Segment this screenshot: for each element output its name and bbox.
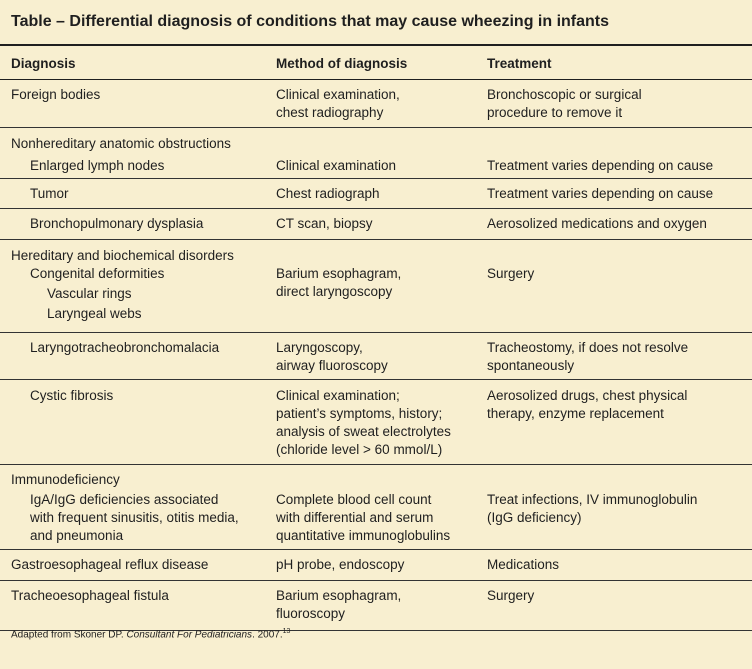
treatment-cell: Medications [487,557,560,572]
treatment-line: (IgG deficiency) [487,510,582,525]
treatment-line: spontaneously [487,358,575,373]
treatment-line: procedure to remove it [487,105,623,120]
treatment-cell: Surgery [487,588,535,603]
method-cell [276,265,401,301]
method-cell [276,387,451,459]
method-line: Complete blood cell count [276,492,432,507]
table-header-row [0,48,752,80]
diagnosis-cell: Gastroesophageal reflux disease [11,557,209,572]
method-cell [276,86,400,122]
diagnosis-cell: Tumor [30,186,69,201]
table-row [0,262,752,333]
source-footnote [11,628,290,640]
group-heading-row [0,240,752,262]
treatment-cell [487,387,687,423]
diagnosis-line: Congenital deformities [30,266,165,281]
method-line: fluoroscopy [276,606,346,621]
method-cell [276,587,401,623]
diagnosis-cell: Foreign bodies [11,87,101,102]
header-treatment: Treatment [487,56,552,71]
group-heading: Immunodeficiency [11,472,120,487]
treatment-cell: Aerosolized medications and oxygen [487,216,707,231]
table-title-text: Table – Differential diagnosis of conditions that may cause wheezing in infants [11,13,610,30]
treatment-line: Bronchoscopic or surgical [487,87,642,102]
method-line: (chloride level > 60 mmol/L) [276,442,443,457]
footnote-year: . 2007. [252,629,283,641]
header-method: Method of diagnosis [276,56,408,71]
treatment-cell: Treatment varies depending on cause [487,158,714,173]
method-line: Clinical examination; [276,388,400,403]
table-row [0,380,752,465]
method-line: quantitative immunoglobulins [276,528,451,543]
method-line: Barium esophagram, [276,266,402,281]
method-line: Clinical examination, [276,87,400,102]
footnote-ref: 13 [282,628,291,635]
method-cell [276,491,450,545]
method-cell: pH probe, endoscopy [276,557,405,572]
diagnosis-cell: Cystic fibrosis [30,388,114,403]
treatment-cell: Surgery [487,266,535,281]
method-line: chest radiography [276,105,384,120]
table-row [0,209,752,240]
diagnosis-line: and pneumonia [30,528,124,543]
treatment-cell: Treatment varies depending on cause [487,186,714,201]
treatment-line: Tracheostomy, if does not resolve [487,340,689,355]
header-diagnosis: Diagnosis [11,56,76,71]
diagnosis-line: IgA/IgG deficiencies associated [30,492,219,507]
method-line: airway fluoroscopy [276,358,388,373]
table-row [0,550,752,581]
method-line: direct laryngoscopy [276,284,393,299]
table-row [0,333,752,380]
method-line: patient’s symptoms, history; [276,406,443,421]
table-row [0,581,752,631]
table-row [0,80,752,128]
treatment-cell [487,491,697,527]
footnote-prefix: Adapted from Skoner DP. [11,629,124,641]
diagnosis-cell [30,265,164,323]
footnote-journal: Consultant For Pediatricians [126,629,253,641]
table-title [0,0,752,46]
method-cell: CT scan, biopsy [276,216,373,231]
diagnosis-cell [30,491,239,545]
treatment-line: therapy, enzyme replacement [487,406,664,421]
treatment-line: Treat infections, IV immunoglobulin [487,492,698,507]
method-line: with differential and serum [276,510,434,525]
diagnosis-subitem: Vascular rings [47,286,132,301]
table-row [0,179,752,209]
diagnosis-cell: Laryngotracheobronchomalacia [30,340,220,355]
method-cell: Chest radiograph [276,186,380,201]
treatment-cell [487,86,642,122]
diagnosis-cell: Bronchopulmonary dysplasia [30,216,204,231]
diagnosis-table [0,48,752,631]
method-line: Barium esophagram, [276,588,402,603]
method-cell: Clinical examination [276,158,397,173]
group-heading: Hereditary and biochemical disorders [11,248,234,263]
treatment-cell [487,339,688,375]
method-line: analysis of sweat electrolytes [276,424,451,439]
table-row [0,153,752,179]
group-heading: Nonhereditary anatomic obstructions [11,136,231,151]
group-heading-row [0,128,752,153]
method-cell [276,339,388,375]
treatment-line: Aerosolized drugs, chest physical [487,388,688,403]
table-row [0,465,752,550]
diagnosis-subitem: Laryngeal webs [47,306,142,321]
diagnosis-cell: Enlarged lymph nodes [30,158,165,173]
diagnosis-cell: Tracheoesophageal fistula [11,588,169,603]
method-line: Laryngoscopy, [276,340,363,355]
diagnosis-line: with frequent sinusitis, otitis media, [30,510,239,525]
